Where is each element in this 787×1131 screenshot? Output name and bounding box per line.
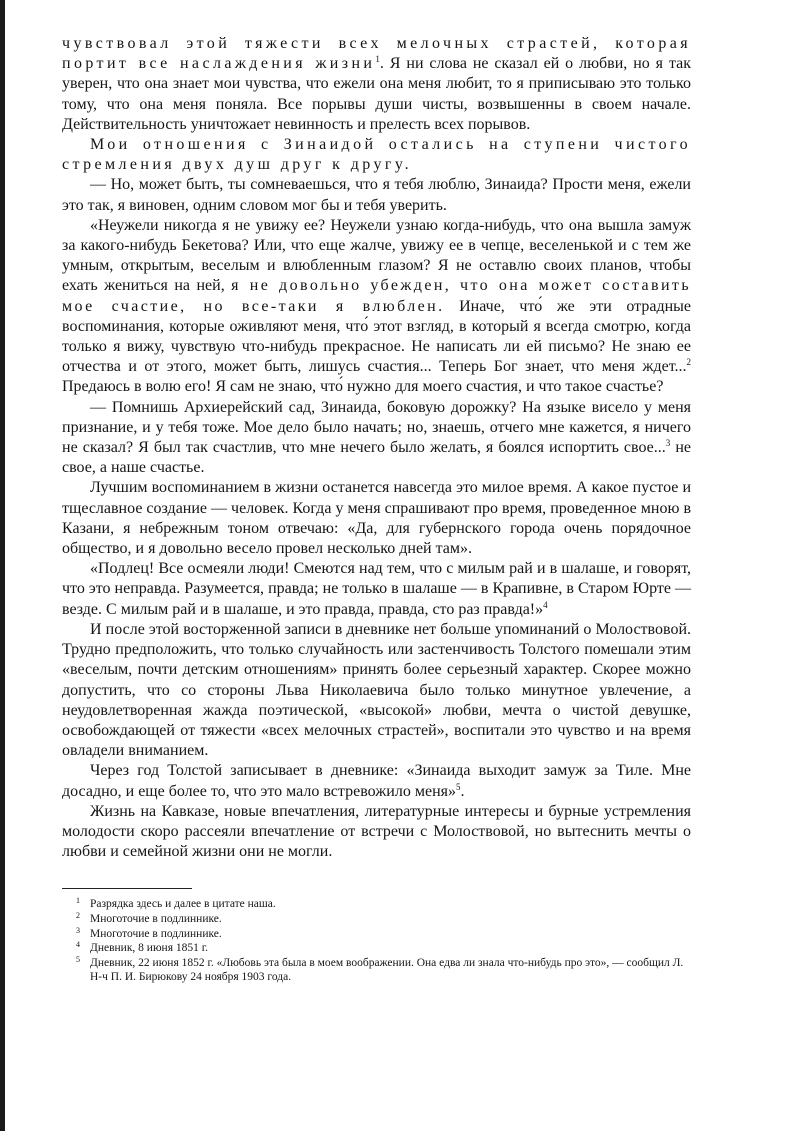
paragraph-text: Через год Толстой записывает в дневнике: «Зинаида выходит замуж за Тиле. Мне досадно, и еще более то, что это мало встревожило меня» xyxy=(62,762,691,800)
footnote-ref: 2 xyxy=(686,357,691,368)
paragraph-text: . xyxy=(460,782,465,800)
paragraph-8: И после этой восторженной записи в дневнике нет больше упоминаний о Молоствовой. Трудно предположить, что только случайность или застенчивость Толстого помешали этим «веселым, почти детским отношениям» принять более серьезный характер. Скорее можно допустить, что со стороны Льва Николаевича было только минутное увлечение, а неудовлетворенная жажда поэтической, «высокой» любви, мечта о чистой девушке, освобождающей от тяжести «всех мелочных страстей», воспитали это чувство и на время овладели вниманием. xyxy=(62,620,691,760)
footnote-number: 1 xyxy=(76,896,80,906)
paragraph-text: «Подлец! Все осмеяли люди! Смеются над тем, что с милым рай и в шалаше, и говорят, что это неправда. Разумеется, правда; не только в шалаше — в Крапивне, в Старом Юрте — везде. С милым рай и в шалаше, и это правда, правда, сто раз правда!» xyxy=(62,560,691,618)
scan-edge xyxy=(0,0,5,1131)
paragraph-text: не свое, а наше счастье. xyxy=(62,439,691,477)
paragraph-5 xyxy=(62,398,691,479)
footnote-number: 2 xyxy=(76,910,80,920)
paragraph-10: Жизнь на Кавказе, новые впечатления, литературные интересы и бурные устремления молодости скоро рассеяли впечатление от встречи с Молоствовой, но вытеснить мечты о любви и семейной жизни они не могли. xyxy=(62,802,691,861)
footnote-5 xyxy=(62,956,691,985)
footnote-2 xyxy=(62,912,691,927)
footnote-text: Дневник, 8 июня 1851 г. xyxy=(90,942,209,955)
footnote-text: Дневник, 22 июня 1852 г. «Любовь эта была в моем воображении. Она едва ли знала что-нибудь про это», — сообщил Л. Н-ч П. И. Бирюкову 24 ноября 1903 года. xyxy=(90,956,684,984)
footnote-ref: 4 xyxy=(543,599,548,610)
footnote-ref: 3 xyxy=(665,438,671,449)
paragraph-2: Мои отношения с Зинаидой остались на ступени чистого стремления двух душ друг к другу. xyxy=(62,136,691,174)
footnote-4 xyxy=(62,941,691,956)
footnote-3 xyxy=(62,927,691,942)
paragraph-text: Предаюсь в волю его! Я сам не знаю, что́ нужно для моего счастия, и что такое счастье? xyxy=(62,378,664,396)
footnote-text: Многоточие в подлиннике. xyxy=(90,912,222,925)
paragraph-text: Иначе, что́ же эти отрадные воспоминания, которые оживляют меня, что́ этот взгляд, в который я всегда смотрю, когда только я вижу, чувствую что-нибудь прекрасное. Не написать ли ей письмо? Не знаю ее отчества и от этого, может быть, лишусь счастия... Теперь Бог знает, что меня ждет... xyxy=(62,297,692,376)
footnote-ref: 5 xyxy=(456,781,461,792)
spaced-text: чувствовал этой тяжести всех мелочных страстей, которая портит все наслаждения жизни xyxy=(62,35,691,73)
footnote-ref: 1 xyxy=(375,54,380,65)
paragraph-4 xyxy=(62,216,691,398)
footnote-number: 4 xyxy=(76,940,80,950)
paragraph-9 xyxy=(62,761,691,801)
main-text xyxy=(62,34,691,862)
footnotes xyxy=(62,897,691,985)
paragraph-text: «Неужели никогда я не увижу ее? Неужели узнаю когда-нибудь, что она вышла замуж за какого-нибудь Бекетова? Или, что еще жалче, увижу ее в чепце, веселенькой и с тем же умным, открытым, веселым и влюбленным глазом? Я не оставлю своих планов, чтобы ехать жениться на ней, xyxy=(62,216,691,295)
paragraph-6: Лучшим воспоминанием в жизни останется навсегда это милое время. А какое пустое и тщеславное создание — человек. Когда у меня спрашивают про время, проведенное мною в Казани, я небрежным тоном отвечаю: «Да, для губернского города очень порядочное общество, и я довольно весело провел несколько дней там». xyxy=(62,479,691,558)
paragraph-3: — Но, может быть, ты сомневаешься, что я тебя люблю, Зинаида? Прости меня, ежели это так, я виновен, одним словом мог бы и тебя уверить. xyxy=(62,176,691,214)
paragraph-7 xyxy=(62,559,691,620)
paragraph-1 xyxy=(62,34,691,135)
paragraph-text: — Помнишь Архиерейский сад, Зинаида, боковую дорожку? На языке висело у меня признание, и у тебя тоже. Мое дело было начать; но, знаешь, отчего мне кажется, я ничего не сказал? Я был так счастлив, что мне нечего было желать, я боялся испортить свое... xyxy=(62,398,691,457)
footnote-text: Многоточие в подлиннике. xyxy=(90,927,222,940)
footnote-number: 5 xyxy=(76,954,80,964)
footnote-divider xyxy=(62,888,192,889)
footnote-1 xyxy=(62,897,691,912)
spaced-text: я не довольно убежден, что она может составить мое счастие, но все-таки я влюблен. xyxy=(62,277,692,315)
footnote-number: 3 xyxy=(76,925,80,935)
paragraph-text: . Я ни слова не сказал ей о любви, но я так уверен, что она знает мои чувства, что ежели она меня любит, то я приписываю это только тому, что она меня поняла. Все порывы души чисты, возвышенны в своем начале. Действительность уничтожает невинность и прелесть всех порывов. xyxy=(62,55,692,133)
footnote-text: Разрядка здесь и далее в цитате наша. xyxy=(90,898,276,911)
